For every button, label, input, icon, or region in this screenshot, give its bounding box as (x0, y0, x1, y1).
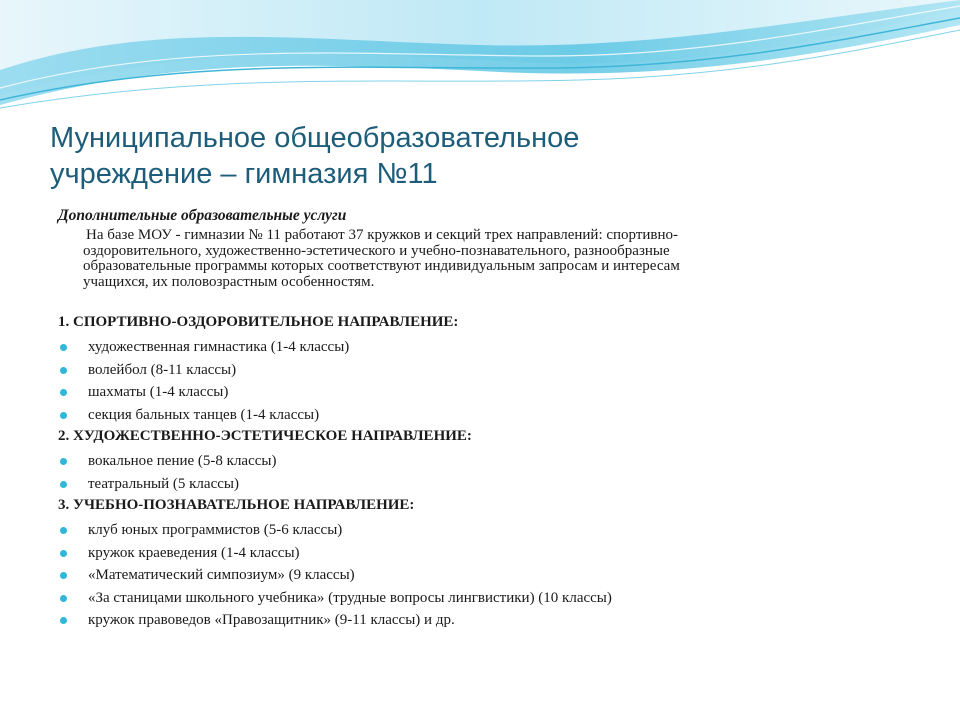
bullet-icon (60, 344, 67, 351)
list-item: шахматы (1-4 классы) (58, 381, 918, 404)
subtitle: Дополнительные образовательные услуги (58, 207, 347, 224)
list-item: кружок краеведения (1-4 классы) (58, 542, 918, 565)
bullet-icon (60, 572, 67, 579)
bullet-icon (60, 458, 67, 465)
decorative-wave-header (0, 0, 960, 130)
bullet-icon (60, 412, 67, 419)
intro-line-3: образовательные программы которых соответствуют индивидуальным запросам и интересам (83, 258, 680, 274)
list-item: «За станицами школьного учебника» (трудные вопросы лингвистики) (10 классы) (58, 587, 918, 610)
list-item: кружок правоведов «Правозащитник» (9-11 классы) и др. (58, 609, 918, 632)
bullet-icon (60, 367, 67, 374)
list-item: клуб юных программистов (5-6 классы) (58, 519, 918, 542)
section-heading-art: 2. ХУДОЖЕСТВЕННО-ЭСТЕТИЧЕСКОЕ НАПРАВЛЕНИЕ: (58, 428, 472, 444)
list-item: волейбол (8-11 классы) (58, 359, 918, 382)
bullet-icon (60, 595, 67, 602)
list-item: «Математический симпозиум» (9 классы) (58, 564, 918, 587)
slide-content (58, 206, 918, 632)
intro-paragraph (58, 228, 918, 290)
bullet-icon (60, 550, 67, 557)
intro-line-4: учащихся, их половозрастным особенностям. (83, 273, 375, 290)
section-heading-sport: 1. СПОРТИВНО-ОЗДОРОВИТЕЛЬНОЕ НАПРАВЛЕНИЕ: (58, 314, 459, 330)
list-item: художественная гимнастика (1-4 классы) (58, 336, 918, 359)
section-heading-education: 3. УЧЕБНО-ПОЗНАВАТЕЛЬНОЕ НАПРАВЛЕНИЕ: (58, 497, 415, 513)
bullet-icon (60, 527, 67, 534)
list-art (58, 450, 918, 495)
bullet-icon (60, 389, 67, 396)
title-line-1: Муниципальное общеобразовательное (50, 122, 580, 154)
title-line-2: учреждение – гимназия №11 (50, 158, 438, 190)
list-sport (58, 336, 918, 426)
bullet-icon (60, 481, 67, 488)
list-item: театральный (5 классы) (58, 473, 918, 496)
bullet-icon (60, 617, 67, 624)
intro-line-1: На базе МОУ - гимназии № 11 работают 37 кружков и секций трех направлений: спортивно- (86, 227, 679, 243)
slide-title (50, 120, 910, 192)
intro-line-2: оздоровительного, художественно-эстетического и учебно-познавательного, разнообразные (83, 242, 670, 259)
list-education (58, 519, 918, 632)
list-item: секция бальных танцев (1-4 классы) (58, 404, 918, 427)
list-item: вокальное пение (5-8 классы) (58, 450, 918, 473)
